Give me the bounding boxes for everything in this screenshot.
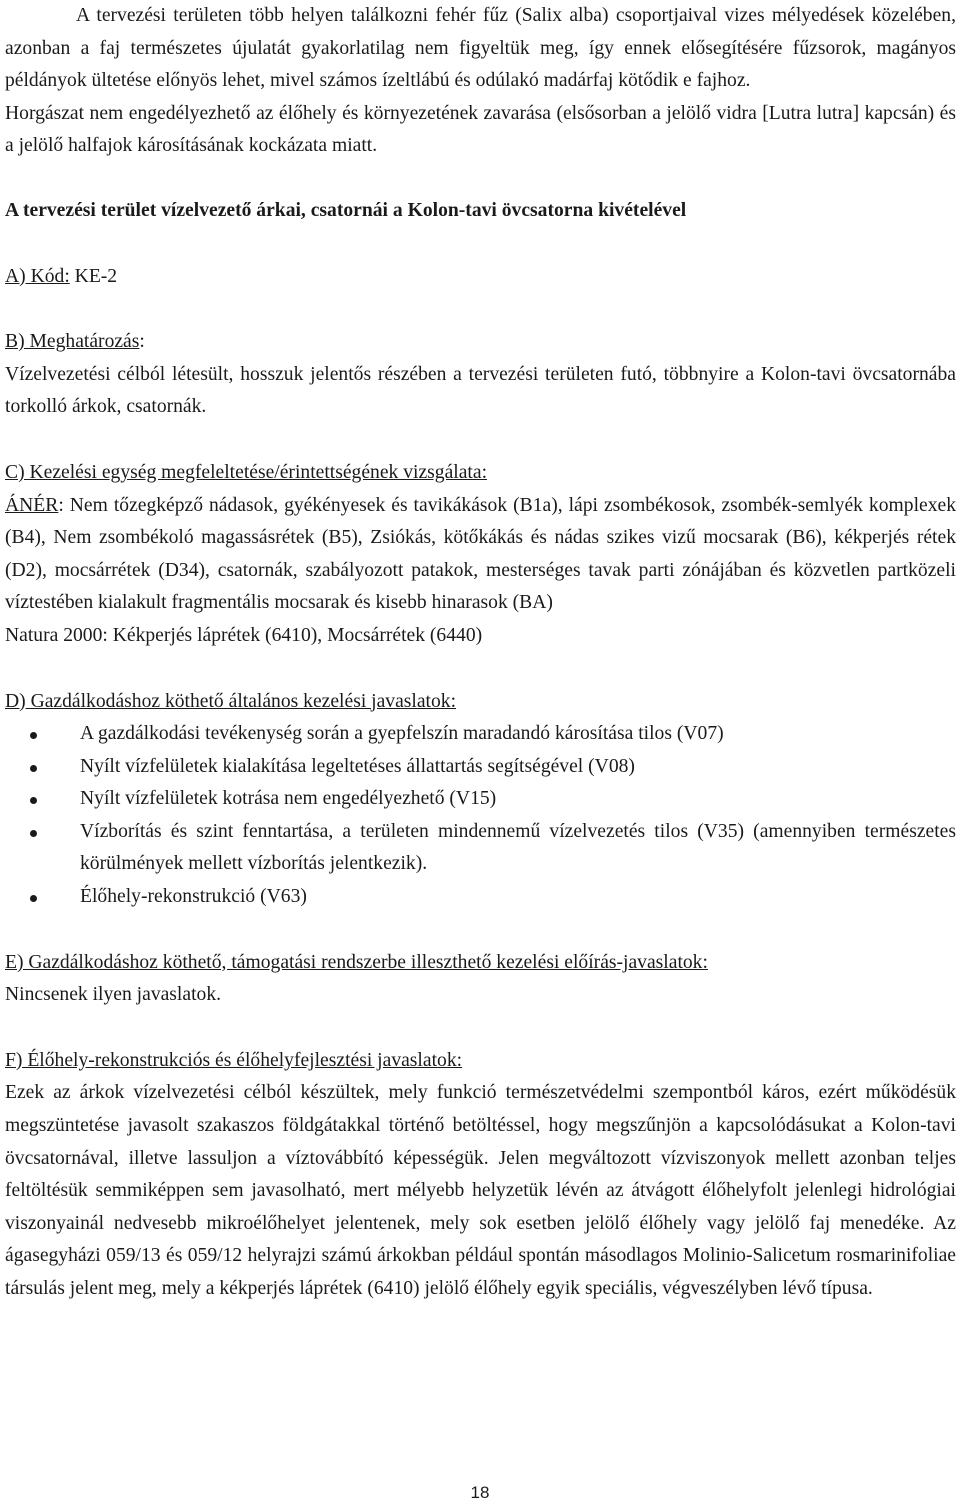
intro-paragraph-fishing: Horgászat nem engedélyezhető az élőhely és környezetének zavarása (elsősorban a jelölő vidra [Lutra lutra] kapcsán) és a jelölő halfajok károsításának kockázata miatt. — [5, 102, 956, 157]
section-e-title: E) Gazdálkodáshoz köthető, támogatási rendszerbe illeszthető kezelési előírás-javaslatok: — [5, 951, 708, 973]
section-a-value: KE-2 — [69, 265, 118, 287]
section-c-title: C) Kezelési egység megfeleltetése/érintettségének vizsgálata: — [5, 461, 488, 483]
section-d-title: D) Gazdálkodáshoz köthető általános kezelési javaslatok: — [5, 690, 457, 712]
section-e-text: Nincsenek ilyen javaslatok. — [5, 984, 222, 1006]
bullet-icon — [30, 895, 37, 902]
section-c-aner-text: : Nem tőzegképző nádasok, gyékényesek és tavikákások (B1a), lápi zsombékosok, zsombék-semlyék komplexek (B4), Nem zsombékoló magassásrétek (B5), Zsiókás, kötőkákás és nádas szikes vizű mocsarak (B6), kékperjés rétek (D2), mocsárrétek (D34), csatornák, szabályozott patakok, mesterséges tavak parti zónájában és közvetlen partközeli víztestében kialakult fragmentális mocsarak és kisebb hinarasok (BA) — [5, 494, 956, 614]
list-item: Nyílt vízfelületek kialakítása legeltetéses állattartás segítségével (V08) — [5, 751, 956, 784]
section-b-text: Vízelvezetési célból létesült, hosszuk jelentős részében a tervezési területen futó, többnyire a Kolon-tavi övcsatornába torkolló árkok, csatornák. — [5, 363, 956, 418]
section-b-suffix: : — [139, 331, 145, 353]
bullet-icon — [30, 830, 37, 837]
section-f-title: F) Élőhely-rekonstrukciós és élőhelyfejlesztési javaslatok: — [5, 1049, 463, 1071]
section-a-code — [5, 261, 956, 294]
section-c-aner-label: ÁNÉR — [5, 494, 59, 516]
document-page — [5, 0, 956, 1306]
section-b-title — [5, 326, 956, 359]
management-unit-heading: A tervezési terület vízelvezető árkai, csatornái a Kolon-tavi övcsatorna kivételével — [5, 199, 687, 221]
list-item: Nyílt vízfelületek kotrása nem engedélyezhető (V15) — [5, 783, 956, 816]
section-b-label: B) Meghatározás — [5, 331, 140, 353]
section-f-text: Ezek az árkok vízelvezetési célból készültek, mely funkció természetvédelmi szempontból káros, ezért működésük megszüntetése javasolt szakaszos földgátakkal történő betöltéssel, hogy megszűnjön a kapcsolódásukat a Kolon-tavi övcsatornával, illetve lassuljon a víztovábbító képességük. Jelen megváltozott vízviszonyok mellett azonban teljes feltöltésük semmiképpen sem javasolható, mert mélyebb helyzetük lévén az átvágott élőhelyfolt jelenlegi hidrológiai viszonyainál nedvesebb mikroélőhelyet jelentenek, mely sok esetben jelölő élőhely vagy jelölő faj menedéke. Az ágasegyházi 059/13 és 059/12 helyrajzi számú árkokban például spontán másodlagos Molinio-Salicetum rosmarinifoliae társulás jelent meg, mely a kékperjés láprétek (6410) jelölő élőhely egyik speciális, végveszélyben lévő típusa. — [5, 1082, 956, 1299]
list-item: Élőhely-rekonstrukció (V63) — [5, 881, 956, 914]
page-number: 18 — [470, 1483, 490, 1502]
section-c-aner — [5, 490, 956, 620]
list-item: Vízborítás és szint fenntartása, a területen mindennemű vízelvezetés tilos (V35) (amennyiben természetes körülmények mellett vízborítás jelentkezik). — [5, 816, 956, 881]
section-a-label: A) Kód: — [5, 265, 70, 287]
intro-paragraph-willow: A tervezési területen több helyen találkozni fehér fűz (Salix alba) csoportjaival vizes mélyedések közelében, azonban a faj természetes újulatát gyakorlatilag nem figyeltük meg, így ennek elősegítésére fűzsorok, magányos példányok ültetése előnyös lehet, mivel számos ízeltlábú és odúlakó madárfaj kötődik e fajhoz. — [5, 5, 956, 92]
bullet-icon — [30, 732, 37, 739]
section-c-natura: Natura 2000: Kékperjés láprétek (6410), Mocsárrétek (6440) — [5, 624, 483, 646]
list-item: A gazdálkodási tevékenység során a gyepfelszín maradandó károsítása tilos (V07) — [5, 718, 956, 751]
section-d-list — [5, 718, 956, 914]
bullet-icon — [30, 797, 37, 804]
bullet-icon — [30, 765, 37, 772]
